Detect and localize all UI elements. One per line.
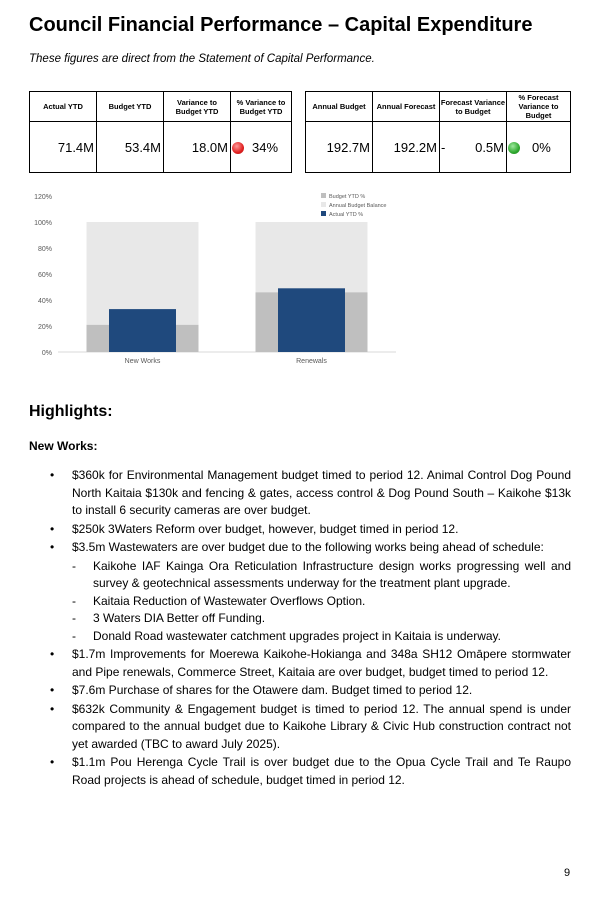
sub-item-text: Kaikohe IAF Kainga Ora Reticulation Infrastructure design works progressing well and survey & geotechnical assessments underway for the treatment plant upgrade. [93,558,571,590]
capex-chart [28,186,398,368]
header-variance-pct-ytd: % Variance to Budget YTD [231,92,292,122]
dash-marker: - [72,611,76,625]
variance-ytd-value: 18.0M [164,122,231,173]
highlights-heading: Highlights: [29,403,113,420]
page-subtitle: These figures are direct from the Statement of Capital Performance. [29,53,375,65]
budget-ytd-value: 53.4M [97,122,164,173]
x-category-label: Renewals [296,358,327,365]
red-status-icon [232,142,244,154]
x-category-label: New Works [124,358,161,365]
legend-label: Budget YTD % [329,194,366,200]
header-annual-budget: Annual Budget [306,92,373,122]
y-tick-label: 40% [37,298,52,305]
legend-swatch [321,211,326,216]
legend-swatch [321,202,326,207]
sub-item-text: Donald Road wastewater catchment upgrades project in Kaitaia is underway. [93,628,501,643]
dash-marker: - [72,628,76,643]
y-tick-label: 0% [41,350,52,357]
header-annual-forecast: Annual Forecast [373,92,440,122]
list-item: • $3.5m Wastewaters are over budget due to the following works being ahead of schedule: [50,539,571,557]
forecast-variance-sign: - [441,139,446,155]
actual-ytd-value: 71.4M [30,122,97,173]
sub-list-item [50,593,571,611]
legend-label: Actual YTD % [329,212,364,218]
sub-list-item [50,628,571,646]
y-tick-label: 60% [37,272,52,279]
sub-list-item [50,610,571,628]
annual-forecast-value: 192.2M [373,122,440,173]
actual-ytd-bar [109,309,176,352]
header-budget-ytd: Budget YTD [97,92,164,122]
list-item: • $7.6m Purchase of shares for the Otawere dam. Budget timed to period 12. [50,682,571,700]
legend-swatch [321,193,326,198]
sub-item-text: 3 Waters DIA Better off Funding. [93,611,266,625]
highlights-list [50,467,571,790]
legend-label: Annual Budget Balance [329,203,387,209]
annual-budget-balance-bar [256,222,368,292]
dash-marker: - [72,558,76,573]
ytd-table [29,91,292,173]
variance-pct-cell [231,122,292,173]
page-title: Council Financial Performance – Capital Expenditure [29,14,533,36]
forecast-variance-value: 0.5M [475,139,504,155]
header-actual-ytd: Actual YTD [30,92,97,122]
sub-item-text: Kaitaia Reduction of Wastewater Overflows Option. [93,593,366,608]
header-forecast-variance: Forecast Variance to Budget [440,92,507,122]
forecast-variance-pct-cell [507,122,571,173]
y-tick-label: 100% [34,220,52,227]
sub-list-item [50,558,571,593]
header-forecast-variance-pct: % Forecast Variance to Budget [507,92,571,122]
new-works-heading: New Works: [29,439,98,453]
y-tick-label: 20% [37,324,52,331]
forecast-variance-pct-value: 0% [532,139,551,155]
actual-ytd-bar [278,288,345,352]
green-status-icon [508,142,520,154]
y-tick-label: 120% [34,194,52,201]
page-number: 9 [564,867,571,879]
list-item: • $632k Community & Engagement budget is timed to period 12. The annual spend is under compared to the annual budget due to Kaikohe Library & Civic Hub construction contract not yet awarded (TBC to award July 2025). [50,701,571,754]
dash-marker: - [72,593,76,608]
forecast-variance-cell [440,122,507,173]
list-item: • $1.1m Pou Herenga Cycle Trail is over budget due to the Opua Cycle Trail and Te Raupo Road projects is ahead of schedule, budget timed in period 12. [50,754,571,789]
list-item: • $1.7m Improvements for Moerewa Kaikohe-Hokianga and 348a SH12 Omāpere stormwater and Pipe renewals, Commerce Street, Kaitaia are over budget, budget timed to period 12. [50,646,571,681]
list-item: • $360k for Environmental Management budget timed to period 12. Animal Control Dog Pound North Kaitaia $130k and fencing & gates, access control & Dog Pound South – Kaikohe $13k to install 6 security cameras are over budget. [50,467,571,520]
header-variance-ytd: Variance to Budget YTD [164,92,231,122]
annual-table [305,91,571,173]
annual-budget-value: 192.7M [306,122,373,173]
y-tick-label: 80% [37,246,52,253]
list-item: • $250k 3Waters Reform over budget, however, budget timed in period 12. [50,521,571,539]
variance-pct-value: 34% [252,139,279,155]
